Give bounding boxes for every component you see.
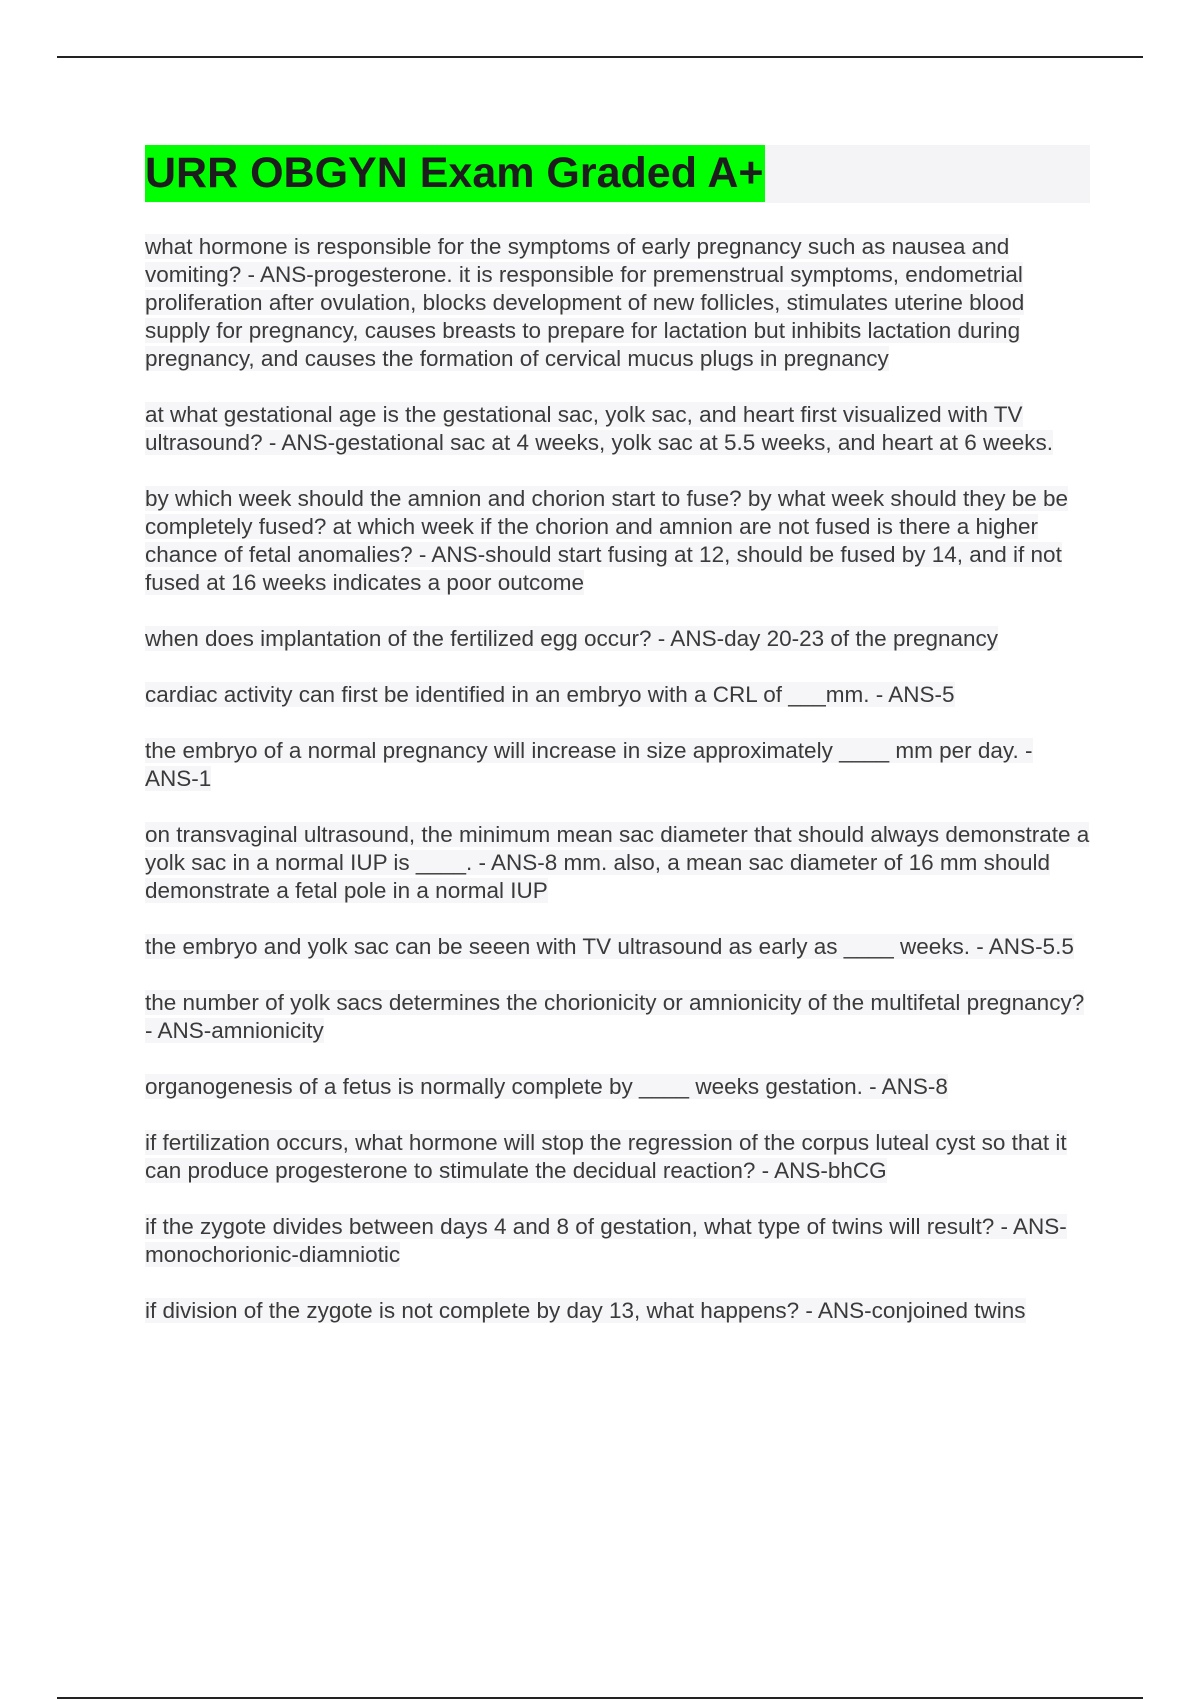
qa-item <box>145 233 1090 373</box>
qa-item <box>145 737 1090 793</box>
qa-item <box>145 625 1090 653</box>
qa-text: cardiac activity can first be identified in an embryo with a CRL of ___mm. - ANS-5 <box>145 682 955 707</box>
qa-text: the embryo and yolk sac can be seeen with TV ultrasound as early as ____ weeks. - ANS-5.5 <box>145 934 1074 959</box>
top-rule <box>57 56 1143 58</box>
bottom-rule <box>57 1697 1143 1699</box>
qa-item <box>145 989 1090 1045</box>
qa-text: by which week should the amnion and chorion start to fuse? by what week should they be be completely fused? at which week if the chorion and amnion are not fused is there a higher chance of fetal anomalies? - ANS-should start fusing at 12, should be fused by 14, and if not fused at 16 weeks indicates a poor outcome <box>145 486 1069 595</box>
qa-item <box>145 933 1090 961</box>
document-title: URR OBGYN Exam Graded A+ <box>145 145 765 202</box>
document-body <box>145 145 1090 1353</box>
qa-text: if fertilization occurs, what hormone will stop the regression of the corpus luteal cyst so that it can produce progesterone to stimulate the decidual reaction? - ANS-bhCG <box>145 1130 1067 1183</box>
qa-text: the number of yolk sacs determines the chorionicity or amnionicity of the multifetal pregnancy? - ANS-amnionicity <box>145 990 1085 1043</box>
title-band <box>145 145 1090 203</box>
qa-text: when does implantation of the fertilized egg occur? - ANS-day 20-23 of the pregnancy <box>145 626 999 651</box>
qa-text: on transvaginal ultrasound, the minimum mean sac diameter that should always demonstrate a yolk sac in a normal IUP is ____. - ANS-8 mm. also, a mean sac diameter of 16 mm should demonstrate a fetal pole in a normal IUP <box>145 822 1090 903</box>
qa-item <box>145 681 1090 709</box>
qa-text: if division of the zygote is not complete by day 13, what happens? - ANS-conjoined twins <box>145 1298 1026 1323</box>
qa-item <box>145 401 1090 457</box>
qa-item <box>145 1129 1090 1185</box>
qa-item <box>145 1297 1090 1325</box>
qa-item <box>145 1073 1090 1101</box>
qa-item <box>145 485 1090 597</box>
qa-text: at what gestational age is the gestational sac, yolk sac, and heart first visualized with TV ultrasound? - ANS-gestational sac at 4 weeks, yolk sac at 5.5 weeks, and heart at 6 weeks. <box>145 402 1053 455</box>
qa-text: the embryo of a normal pregnancy will increase in size approximately ____ mm per day. - ANS-1 <box>145 738 1033 791</box>
qa-text: organogenesis of a fetus is normally complete by ____ weeks gestation. - ANS-8 <box>145 1074 948 1099</box>
qa-item <box>145 1213 1090 1269</box>
qa-text: if the zygote divides between days 4 and 8 of gestation, what type of twins will result? - ANS-monochorionic-diamniotic <box>145 1214 1067 1267</box>
qa-text: what hormone is responsible for the symptoms of early pregnancy such as nausea and vomiting? - ANS-progesterone. it is responsible for premenstrual symptoms, endometrial proliferation after ovulation, blocks development of new follicles, stimulates uterine blood supply for pregnancy, causes breasts to prepare for lactation but inhibits lactation during pregnancy, and causes the formation of cervical mucus plugs in pregnancy <box>145 234 1025 371</box>
qa-item <box>145 821 1090 905</box>
